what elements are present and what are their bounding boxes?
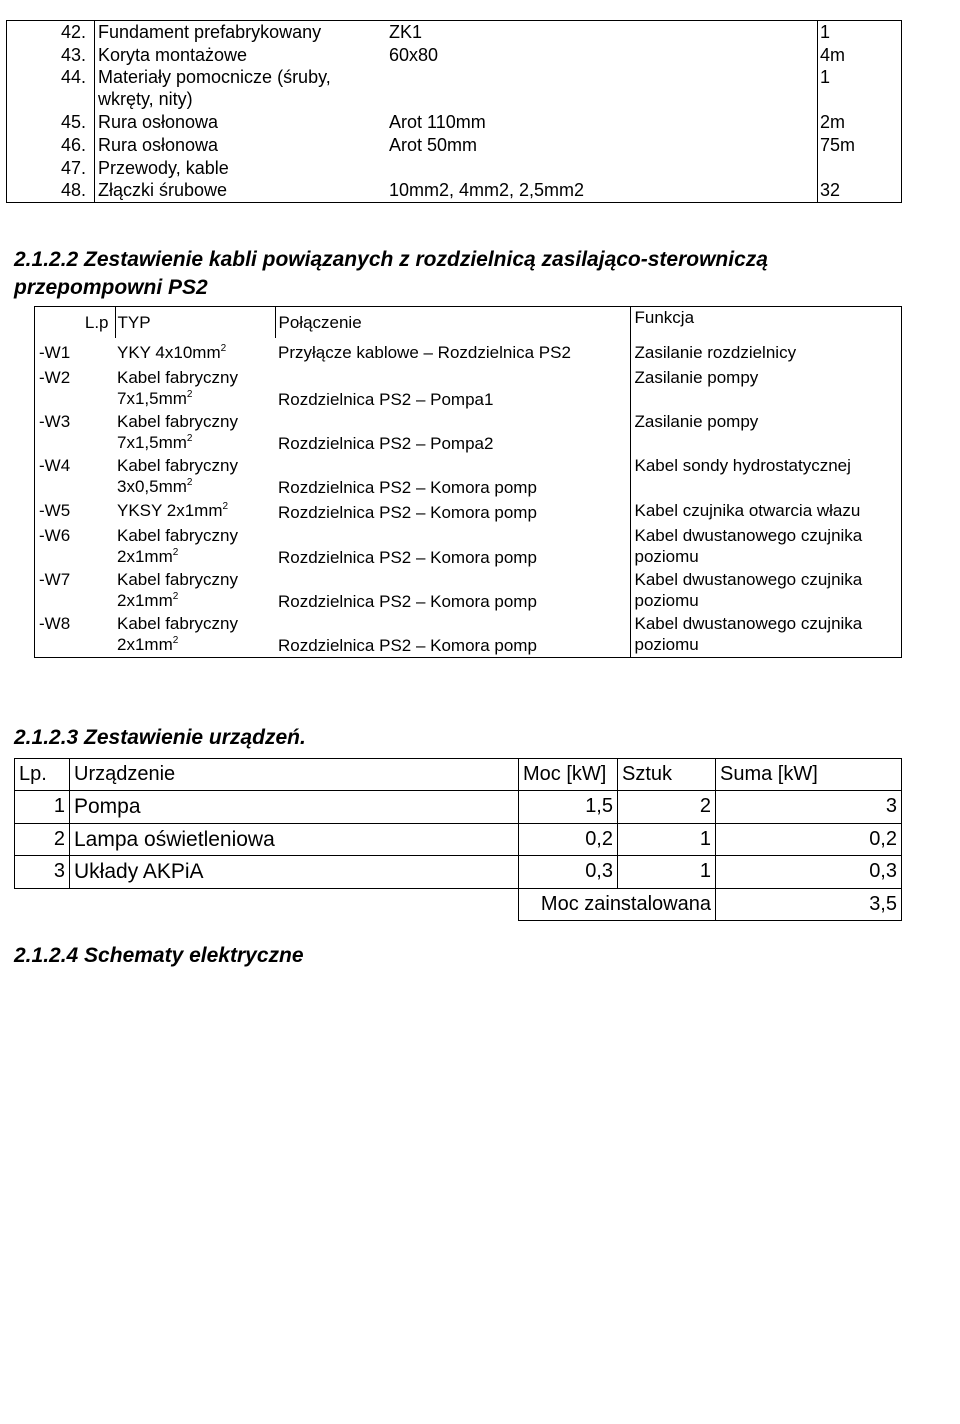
cable-connection-text: Rozdzielnica PS2 – Pompa2 bbox=[278, 434, 494, 454]
row-number: 43. bbox=[7, 44, 95, 66]
cable-type-superscript: 2 bbox=[220, 343, 227, 355]
device-power: 0,3 bbox=[519, 856, 618, 888]
cable-connection-text: Rozdzielnica PS2 – Komora pomp bbox=[278, 547, 537, 567]
item-spec: Arot 110mm bbox=[389, 111, 486, 132]
devices-table bbox=[14, 758, 902, 921]
table-row bbox=[7, 111, 902, 134]
cable-type-text: 2x1mm bbox=[117, 590, 173, 610]
cable-function-line2: poziomu bbox=[634, 546, 699, 566]
cable-type-superscript: 2 bbox=[186, 433, 193, 445]
cable-type bbox=[115, 338, 275, 367]
cable-function: Kabel czujnika otwarcia włazu bbox=[630, 500, 902, 525]
table-row bbox=[7, 157, 902, 179]
cable-type bbox=[115, 455, 275, 499]
cable-id: -W1 bbox=[39, 343, 71, 363]
item-quantity: 1 bbox=[818, 21, 902, 44]
cable-connection bbox=[275, 525, 630, 569]
cable-type-line2 bbox=[117, 590, 275, 611]
header-power: Moc [kW] bbox=[519, 759, 618, 791]
cable-type-line1: Kabel fabryczny bbox=[117, 456, 238, 476]
cable-type bbox=[115, 569, 275, 613]
item-name: Rura osłonowa bbox=[98, 111, 219, 132]
device-sum: 0,3 bbox=[716, 856, 902, 888]
device-name: Układy AKPiA bbox=[70, 856, 519, 888]
cable-function-line2: poziomu bbox=[634, 590, 699, 610]
cable-function bbox=[630, 525, 902, 569]
cable-function bbox=[630, 569, 902, 613]
table-row bbox=[35, 367, 902, 411]
table-total-row bbox=[15, 888, 902, 920]
item-spec bbox=[386, 157, 818, 179]
cable-type-line2 bbox=[117, 432, 275, 453]
item-name-line1: Materiały pomocnicze (śruby, bbox=[98, 66, 331, 87]
cable-type-superscript: 2 bbox=[172, 546, 179, 558]
item-name: Złączki śrubowe bbox=[98, 179, 228, 200]
total-value: 3,5 bbox=[716, 888, 902, 920]
header-type: TYP bbox=[115, 307, 275, 339]
cable-connection-text: Rozdzielnica PS2 – Komora pomp bbox=[278, 635, 537, 655]
cable-type bbox=[115, 411, 275, 455]
item-quantity: 32 bbox=[818, 179, 902, 203]
cable-function-line1: Kabel dwustanowego czujnika bbox=[634, 525, 863, 545]
device-name: Lampa oświetleniowa bbox=[70, 823, 519, 855]
table-row bbox=[35, 338, 902, 367]
header-function: Funkcja bbox=[630, 307, 902, 339]
item-name: Przewody, kable bbox=[98, 157, 229, 178]
item-quantity bbox=[818, 157, 902, 179]
cable-connection bbox=[275, 613, 630, 658]
cable-type-text: 7x1,5mm bbox=[117, 433, 187, 453]
item-spec: ZK1 bbox=[389, 22, 423, 42]
cable-type-superscript: 2 bbox=[172, 590, 179, 602]
item-name bbox=[95, 66, 387, 111]
item-name: Fundament prefabrykowany bbox=[98, 22, 322, 42]
cable-type-superscript: 2 bbox=[186, 477, 193, 489]
cable-function-line1: Kabel dwustanowego czujnika bbox=[634, 613, 863, 633]
empty-cell bbox=[15, 888, 70, 920]
cable-connection-text: Rozdzielnica PS2 – Komora pomp bbox=[278, 591, 537, 611]
cable-connection bbox=[275, 569, 630, 613]
cable-function: Zasilanie pompy bbox=[630, 367, 902, 411]
row-number: 45. bbox=[7, 111, 95, 134]
cable-type bbox=[115, 367, 275, 411]
cable-type bbox=[115, 500, 275, 525]
header-sum: Suma [kW] bbox=[716, 759, 902, 791]
item-spec: 10mm2, 4mm2, 2,5mm2 bbox=[389, 179, 585, 200]
cable-type-text: 2x1mm bbox=[117, 546, 173, 566]
cable-connection bbox=[275, 367, 630, 411]
cable-type bbox=[115, 525, 275, 569]
total-label: Moc zainstalowana bbox=[519, 888, 716, 920]
cable-type-superscript: 2 bbox=[172, 634, 179, 646]
cables-table bbox=[34, 306, 902, 658]
device-sum: 0,2 bbox=[716, 823, 902, 855]
cable-connection bbox=[275, 411, 630, 455]
device-name: Pompa bbox=[70, 791, 519, 823]
cable-type-text: YKSY 2x1mm bbox=[117, 500, 223, 520]
row-number: 42. bbox=[7, 21, 95, 44]
table-row bbox=[35, 613, 902, 658]
table-row bbox=[35, 525, 902, 569]
item-quantity: 1 bbox=[818, 66, 902, 111]
cable-type-line1: Kabel fabryczny bbox=[117, 368, 238, 388]
cable-type-text: YKY 4x10mm bbox=[117, 343, 221, 363]
row-number: 44. bbox=[7, 66, 95, 111]
cable-type-superscript: 2 bbox=[222, 500, 229, 512]
cable-id: -W8 bbox=[39, 613, 71, 633]
cable-id: -W4 bbox=[39, 456, 71, 476]
cable-type-line1: Kabel fabryczny bbox=[117, 569, 238, 589]
table-row bbox=[15, 856, 902, 888]
header-lp: Lp. bbox=[15, 759, 70, 791]
device-count: 1 bbox=[618, 823, 716, 855]
section-heading-cables: 2.1.2.2 Zestawienie kabli powiązanych z rozdzielnicą zasilająco-sterowniczą przepompowni PS2 bbox=[14, 248, 768, 299]
cable-type-line2 bbox=[117, 546, 275, 567]
cable-function: Zasilanie pompy bbox=[630, 411, 902, 455]
device-power: 0,2 bbox=[519, 823, 618, 855]
cable-function: Kabel sondy hydrostatycznej bbox=[630, 455, 902, 499]
item-quantity: 2m bbox=[818, 111, 902, 134]
header-count: Sztuk bbox=[618, 759, 716, 791]
cable-id: -W2 bbox=[39, 368, 71, 388]
materials-table bbox=[6, 20, 902, 203]
cable-type-superscript: 2 bbox=[186, 389, 193, 401]
device-count: 1 bbox=[618, 856, 716, 888]
item-name-line2: wkręty, nity) bbox=[98, 88, 193, 109]
cable-id: -W6 bbox=[39, 525, 71, 545]
row-number: 48. bbox=[7, 179, 95, 203]
cable-connection: Przyłącze kablowe – Rozdzielnica PS2 bbox=[278, 343, 571, 363]
cable-type-text: 3x0,5mm bbox=[117, 477, 187, 497]
cable-id: -W5 bbox=[39, 500, 71, 520]
device-lp: 3 bbox=[15, 856, 70, 888]
table-row bbox=[35, 455, 902, 499]
item-spec: 60x80 bbox=[389, 44, 439, 65]
row-number: 46. bbox=[7, 134, 95, 157]
table-row bbox=[7, 179, 902, 203]
item-quantity: 75m bbox=[818, 134, 902, 157]
table-row bbox=[35, 500, 902, 525]
cable-type bbox=[115, 613, 275, 658]
item-name: Rura osłonowa bbox=[98, 134, 219, 155]
device-lp: 2 bbox=[15, 823, 70, 855]
cable-function-line1: Kabel dwustanowego czujnika bbox=[634, 569, 863, 589]
item-spec bbox=[386, 66, 818, 111]
item-name: Koryta montażowe bbox=[98, 44, 248, 65]
item-quantity: 4m bbox=[818, 44, 902, 66]
cable-type-line1: Kabel fabryczny bbox=[117, 412, 238, 432]
cable-connection bbox=[275, 500, 630, 525]
cable-type-text: 7x1,5mm bbox=[117, 389, 187, 409]
cable-connection-text: Rozdzielnica PS2 – Komora pomp bbox=[278, 502, 537, 522]
header-device: Urządzenie bbox=[70, 759, 519, 791]
section-heading-schemes: 2.1.2.4 Schematy elektryczne bbox=[14, 944, 304, 967]
table-row bbox=[35, 411, 902, 455]
table-row bbox=[35, 569, 902, 613]
table-row bbox=[7, 21, 902, 44]
cable-function-line2: poziomu bbox=[634, 634, 699, 654]
cable-connection bbox=[275, 455, 630, 499]
table-row bbox=[15, 823, 902, 855]
cable-function: Zasilanie rozdzielnicy bbox=[630, 338, 902, 367]
table-row bbox=[7, 134, 902, 157]
cable-type-line2 bbox=[117, 388, 275, 409]
cable-connection-text: Rozdzielnica PS2 – Pompa1 bbox=[278, 390, 494, 410]
device-count: 2 bbox=[618, 791, 716, 823]
table-header-row bbox=[35, 307, 902, 339]
device-sum: 3 bbox=[716, 791, 902, 823]
cable-type-text: 2x1mm bbox=[117, 634, 173, 654]
table-row bbox=[7, 44, 902, 66]
table-header-row bbox=[15, 759, 902, 791]
cable-connection-text: Rozdzielnica PS2 – Komora pomp bbox=[278, 478, 537, 498]
table-row bbox=[7, 66, 902, 111]
cable-function bbox=[630, 613, 902, 658]
cable-type-line1: Kabel fabryczny bbox=[117, 613, 238, 633]
cable-type-line2 bbox=[117, 476, 275, 497]
device-lp: 1 bbox=[15, 791, 70, 823]
cable-type-line1: Kabel fabryczny bbox=[117, 525, 238, 545]
header-lp: L.p bbox=[35, 307, 116, 339]
cable-id: -W7 bbox=[39, 569, 71, 589]
device-power: 1,5 bbox=[519, 791, 618, 823]
table-row bbox=[15, 791, 902, 823]
row-number: 47. bbox=[7, 157, 95, 179]
header-connection: Połączenie bbox=[278, 313, 362, 332]
cable-id: -W3 bbox=[39, 412, 71, 432]
empty-cell bbox=[70, 888, 519, 920]
section-heading-devices: 2.1.2.3 Zestawienie urządzeń. bbox=[14, 726, 306, 749]
cable-type-line2 bbox=[117, 634, 275, 655]
item-spec: Arot 50mm bbox=[389, 134, 478, 155]
